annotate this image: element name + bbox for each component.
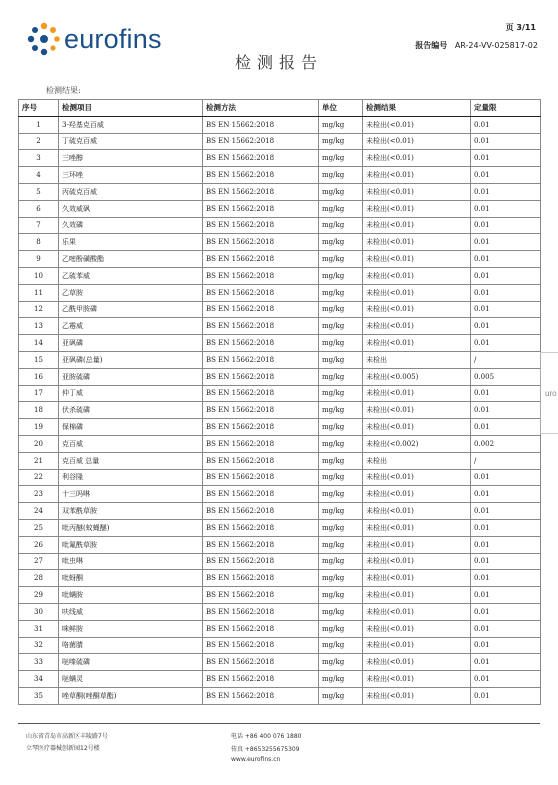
table-row: [19, 301, 541, 318]
cell-item: 乙硫苯威: [59, 267, 203, 284]
cell-result: 未检出: [363, 351, 471, 368]
cell-unit: mg/kg: [319, 435, 363, 452]
cell-method: BS EN 15662:2018: [203, 318, 319, 335]
cell-no: 31: [19, 620, 59, 637]
cell-loq: 0.01: [471, 183, 541, 200]
cell-no: 27: [19, 553, 59, 570]
cell-method: BS EN 15662:2018: [203, 486, 319, 503]
cell-unit: mg/kg: [319, 402, 363, 419]
cell-loq: 0.01: [471, 519, 541, 536]
cell-result: 未检出(<0.01): [363, 503, 471, 520]
cell-method: BS EN 15662:2018: [203, 435, 319, 452]
cell-unit: mg/kg: [319, 503, 363, 520]
cell-result: 未检出(<0.01): [363, 133, 471, 150]
table-row: [19, 603, 541, 620]
cell-unit: mg/kg: [319, 318, 363, 335]
cell-unit: mg/kg: [319, 654, 363, 671]
cell-method: BS EN 15662:2018: [203, 620, 319, 637]
cell-result: 未检出(<0.01): [363, 150, 471, 167]
cell-loq: 0.01: [471, 234, 541, 251]
cell-no: 17: [19, 385, 59, 402]
cell-item: 保棉磷: [59, 419, 203, 436]
cell-no: 23: [19, 486, 59, 503]
cell-no: 32: [19, 637, 59, 654]
cell-loq: 0.01: [471, 553, 541, 570]
cell-method: BS EN 15662:2018: [203, 654, 319, 671]
cell-item: 乐果: [59, 234, 203, 251]
cell-item: 亚砜磷: [59, 335, 203, 352]
cell-loq: 0.01: [471, 301, 541, 318]
table-row: [19, 435, 541, 452]
report-number-label: 报告编号: [415, 41, 448, 50]
cell-method: BS EN 15662:2018: [203, 469, 319, 486]
cell-method: BS EN 15662:2018: [203, 368, 319, 385]
cell-item: 久效磷: [59, 217, 203, 234]
cell-unit: mg/kg: [319, 284, 363, 301]
table-row: [19, 419, 541, 436]
cell-loq: /: [471, 351, 541, 368]
cell-result: 未检出(<0.01): [363, 183, 471, 200]
footer-website: www.eurofins.cn: [231, 756, 281, 763]
cell-result: 未检出(<0.01): [363, 603, 471, 620]
cell-method: BS EN 15662:2018: [203, 335, 319, 352]
cell-no: 14: [19, 335, 59, 352]
cell-loq: 0.01: [471, 133, 541, 150]
cell-loq: 0.01: [471, 620, 541, 637]
cell-item: 吡氟酰草胺: [59, 536, 203, 553]
cell-result: 未检出(<0.01): [363, 687, 471, 704]
cell-result: 未检出(<0.01): [363, 402, 471, 419]
cell-loq: 0.01: [471, 637, 541, 654]
cell-result: 未检出(<0.01): [363, 385, 471, 402]
cell-no: 25: [19, 519, 59, 536]
table-row: [19, 469, 541, 486]
cell-unit: mg/kg: [319, 486, 363, 503]
cell-unit: mg/kg: [319, 452, 363, 469]
col-header-unit: 单位: [319, 100, 363, 117]
cell-no: 1: [19, 116, 59, 133]
cell-no: 13: [19, 318, 59, 335]
cell-unit: mg/kg: [319, 469, 363, 486]
cell-no: 6: [19, 200, 59, 217]
cell-item: 克百威: [59, 435, 203, 452]
cell-result: 未检出(<0.01): [363, 251, 471, 268]
cell-unit: mg/kg: [319, 419, 363, 436]
cell-loq: 0.01: [471, 419, 541, 436]
cell-unit: mg/kg: [319, 335, 363, 352]
cell-loq: 0.01: [471, 486, 541, 503]
cell-item: 吡蚜酮: [59, 570, 203, 587]
table-row: [19, 486, 541, 503]
cell-item: 吡虫啉: [59, 553, 203, 570]
cell-result: 未检出(<0.01): [363, 570, 471, 587]
cell-unit: mg/kg: [319, 553, 363, 570]
cell-no: 15: [19, 351, 59, 368]
cell-loq: 0.01: [471, 587, 541, 604]
table-row: [19, 251, 541, 268]
cell-loq: 0.01: [471, 603, 541, 620]
cell-method: BS EN 15662:2018: [203, 503, 319, 520]
cell-no: 30: [19, 603, 59, 620]
cell-no: 34: [19, 671, 59, 688]
cell-result: 未检出(<0.002): [363, 435, 471, 452]
cell-unit: mg/kg: [319, 620, 363, 637]
cell-loq: 0.01: [471, 503, 541, 520]
table-row: [19, 620, 541, 637]
table-row: [19, 654, 541, 671]
table-row: [19, 200, 541, 217]
cell-result: 未检出(<0.01): [363, 116, 471, 133]
cell-item: 乙嘧酚磺酸酯: [59, 251, 203, 268]
cell-result: 未检出(<0.01): [363, 654, 471, 671]
cell-result: 未检出(<0.01): [363, 671, 471, 688]
cell-result: 未检出(<0.01): [363, 217, 471, 234]
table-row: [19, 536, 541, 553]
cell-item: 乙霉威: [59, 318, 203, 335]
cell-no: 18: [19, 402, 59, 419]
cell-item: 唑草酮(唑酮草酯): [59, 687, 203, 704]
cell-item: 三唑醇: [59, 150, 203, 167]
cell-method: BS EN 15662:2018: [203, 553, 319, 570]
cell-loq: 0.01: [471, 335, 541, 352]
cell-result: 未检出(<0.01): [363, 301, 471, 318]
cell-method: BS EN 15662:2018: [203, 167, 319, 184]
cell-item: 吡螨胺: [59, 587, 203, 604]
cell-result: 未检出(<0.01): [363, 419, 471, 436]
table-row: [19, 150, 541, 167]
table-row: [19, 167, 541, 184]
cell-method: BS EN 15662:2018: [203, 452, 319, 469]
cell-result: 未检出(<0.01): [363, 318, 471, 335]
cell-method: BS EN 15662:2018: [203, 519, 319, 536]
table-row: [19, 217, 541, 234]
cell-method: BS EN 15662:2018: [203, 603, 319, 620]
cell-result: 未检出(<0.01): [363, 536, 471, 553]
cell-loq: 0.01: [471, 284, 541, 301]
cell-item: 三环唑: [59, 167, 203, 184]
cell-no: 35: [19, 687, 59, 704]
cell-item: 乙酰甲胺磷: [59, 301, 203, 318]
cell-unit: mg/kg: [319, 536, 363, 553]
cell-item: 十三吗啉: [59, 486, 203, 503]
results-table: [18, 99, 541, 705]
table-row: [19, 503, 541, 520]
cell-no: 5: [19, 183, 59, 200]
cell-loq: 0.01: [471, 687, 541, 704]
report-number-value: AR-24-VV-025817-02: [454, 41, 538, 50]
table-row: [19, 267, 541, 284]
cell-method: BS EN 15662:2018: [203, 251, 319, 268]
cell-loq: 0.005: [471, 368, 541, 385]
cell-result: 未检出(<0.01): [363, 267, 471, 284]
cell-no: 8: [19, 234, 59, 251]
cell-unit: mg/kg: [319, 637, 363, 654]
cell-loq: 0.01: [471, 570, 541, 587]
cell-loq: 0.002: [471, 435, 541, 452]
table-row: [19, 452, 541, 469]
cell-method: BS EN 15662:2018: [203, 116, 319, 133]
cell-no: 28: [19, 570, 59, 587]
cell-method: BS EN 15662:2018: [203, 133, 319, 150]
cell-unit: mg/kg: [319, 167, 363, 184]
cell-loq: 0.01: [471, 167, 541, 184]
cell-unit: mg/kg: [319, 587, 363, 604]
cell-result: 未检出(<0.01): [363, 200, 471, 217]
table-row: [19, 284, 541, 301]
cell-method: BS EN 15662:2018: [203, 385, 319, 402]
table-row: [19, 553, 541, 570]
cell-no: 22: [19, 469, 59, 486]
footer-divider: [18, 723, 540, 724]
cell-no: 26: [19, 536, 59, 553]
cell-loq: 0.01: [471, 217, 541, 234]
cell-unit: mg/kg: [319, 251, 363, 268]
col-header-loq: 定量限: [471, 100, 541, 117]
cell-item: 丙硫克百威: [59, 183, 203, 200]
table-row: [19, 519, 541, 536]
cell-result: 未检出(<0.01): [363, 519, 471, 536]
cell-no: 7: [19, 217, 59, 234]
table-row: [19, 687, 541, 704]
footer-address-line2: 立琴医疗器械创新园12号楼: [26, 745, 100, 752]
cell-result: 未检出(<0.01): [363, 167, 471, 184]
table-header-row: [19, 100, 541, 117]
cell-no: 24: [19, 503, 59, 520]
cell-method: BS EN 15662:2018: [203, 687, 319, 704]
cell-unit: mg/kg: [319, 234, 363, 251]
cell-item: 咪鲜胺: [59, 620, 203, 637]
cell-unit: mg/kg: [319, 519, 363, 536]
cell-loq: 0.01: [471, 654, 541, 671]
cell-no: 20: [19, 435, 59, 452]
table-row: [19, 335, 541, 352]
cell-unit: mg/kg: [319, 200, 363, 217]
cell-no: 33: [19, 654, 59, 671]
cell-unit: mg/kg: [319, 267, 363, 284]
cell-result: 未检出(<0.01): [363, 553, 471, 570]
cell-loq: 0.01: [471, 150, 541, 167]
cell-item: 伏杀硫磷: [59, 402, 203, 419]
cell-result: 未检出(<0.005): [363, 368, 471, 385]
cell-item: 双苯酰草胺: [59, 503, 203, 520]
cell-unit: mg/kg: [319, 570, 363, 587]
cell-result: 未检出(<0.01): [363, 284, 471, 301]
cell-no: 3: [19, 150, 59, 167]
cell-method: BS EN 15662:2018: [203, 183, 319, 200]
side-stamp-mark: uro: [540, 352, 558, 434]
cell-method: BS EN 15662:2018: [203, 536, 319, 553]
cell-no: 10: [19, 267, 59, 284]
cell-method: BS EN 15662:2018: [203, 402, 319, 419]
col-header-result: 检测结果: [363, 100, 471, 117]
cell-loq: 0.01: [471, 385, 541, 402]
cell-item: 哒螨灵: [59, 671, 203, 688]
cell-unit: mg/kg: [319, 368, 363, 385]
cell-result: 未检出(<0.01): [363, 637, 471, 654]
cell-no: 12: [19, 301, 59, 318]
cell-item: 乙草胺: [59, 284, 203, 301]
table-row: [19, 570, 541, 587]
cell-item: 仲丁威: [59, 385, 203, 402]
cell-result: 未检出(<0.01): [363, 486, 471, 503]
cell-item: 吡丙醚(蚊蝇醚): [59, 519, 203, 536]
cell-method: BS EN 15662:2018: [203, 570, 319, 587]
cell-result: 未检出(<0.01): [363, 587, 471, 604]
cell-item: 克百威 总量: [59, 452, 203, 469]
cell-loq: 0.01: [471, 251, 541, 268]
cell-method: BS EN 15662:2018: [203, 267, 319, 284]
cell-method: BS EN 15662:2018: [203, 284, 319, 301]
table-row: [19, 637, 541, 654]
cell-method: BS EN 15662:2018: [203, 150, 319, 167]
cell-item: 利谷隆: [59, 469, 203, 486]
logo-wordmark: eurofins: [64, 23, 162, 54]
cell-unit: mg/kg: [319, 301, 363, 318]
cell-loq: 0.01: [471, 267, 541, 284]
footer-phone: 电话 +86 400 076 1880: [231, 733, 302, 740]
footer-address-line1: 山东省青岛市高新区丰陵路7号: [26, 733, 108, 740]
cell-item: 咯菌腈: [59, 637, 203, 654]
cell-result: 未检出(<0.01): [363, 335, 471, 352]
cell-method: BS EN 15662:2018: [203, 200, 319, 217]
cell-unit: mg/kg: [319, 217, 363, 234]
cell-item: 亚胺硫磷: [59, 368, 203, 385]
cell-method: BS EN 15662:2018: [203, 217, 319, 234]
page-title: 检测报告: [234, 53, 323, 72]
cell-result: 未检出: [363, 452, 471, 469]
table-row: [19, 318, 541, 335]
cell-unit: mg/kg: [319, 603, 363, 620]
cell-no: 2: [19, 133, 59, 150]
cell-no: 19: [19, 419, 59, 436]
cell-result: 未检出(<0.01): [363, 469, 471, 486]
cell-result: 未检出(<0.01): [363, 234, 471, 251]
cell-unit: mg/kg: [319, 385, 363, 402]
cell-method: BS EN 15662:2018: [203, 419, 319, 436]
col-header-method: 检测方法: [203, 100, 319, 117]
cell-unit: mg/kg: [319, 183, 363, 200]
cell-no: 29: [19, 587, 59, 604]
cell-item: 久效威砜: [59, 200, 203, 217]
cell-loq: 0.01: [471, 402, 541, 419]
cell-loq: 0.01: [471, 318, 541, 335]
cell-unit: mg/kg: [319, 116, 363, 133]
footer-fax: 传真 +8653255675309: [231, 746, 300, 753]
cell-no: 16: [19, 368, 59, 385]
cell-result: 未检出(<0.01): [363, 620, 471, 637]
table-row: [19, 385, 541, 402]
cell-method: BS EN 15662:2018: [203, 351, 319, 368]
cell-unit: mg/kg: [319, 351, 363, 368]
table-row: [19, 671, 541, 688]
col-header-no: 序号: [19, 100, 59, 117]
cell-no: 11: [19, 284, 59, 301]
cell-unit: mg/kg: [319, 687, 363, 704]
cell-loq: 0.01: [471, 536, 541, 553]
cell-loq: 0.01: [471, 671, 541, 688]
cell-method: BS EN 15662:2018: [203, 301, 319, 318]
table-row: [19, 133, 541, 150]
cell-no: 4: [19, 167, 59, 184]
cell-loq: 0.01: [471, 200, 541, 217]
cell-loq: /: [471, 452, 541, 469]
col-header-item: 检测项目: [59, 100, 203, 117]
cell-unit: mg/kg: [319, 671, 363, 688]
cell-method: BS EN 15662:2018: [203, 587, 319, 604]
cell-method: BS EN 15662:2018: [203, 234, 319, 251]
cell-unit: mg/kg: [319, 150, 363, 167]
cell-loq: 0.01: [471, 116, 541, 133]
cell-item: 丁硫克百威: [59, 133, 203, 150]
table-row: [19, 402, 541, 419]
cell-item: 呋线威: [59, 603, 203, 620]
cell-method: BS EN 15662:2018: [203, 637, 319, 654]
cell-method: BS EN 15662:2018: [203, 671, 319, 688]
cell-item: 亚砜磷(总量): [59, 351, 203, 368]
cell-unit: mg/kg: [319, 133, 363, 150]
table-row: [19, 183, 541, 200]
section-label: 检测结果:: [46, 86, 81, 95]
table-row: [19, 368, 541, 385]
cell-item: 3-羟基克百威: [59, 116, 203, 133]
cell-no: 9: [19, 251, 59, 268]
cell-item: 哒嗪硫磷: [59, 654, 203, 671]
cell-loq: 0.01: [471, 469, 541, 486]
table-row: [19, 234, 541, 251]
table-row: [19, 116, 541, 133]
page-number: 页 3/11: [505, 23, 536, 32]
cell-no: 21: [19, 452, 59, 469]
table-row: [19, 351, 541, 368]
table-row: [19, 587, 541, 604]
